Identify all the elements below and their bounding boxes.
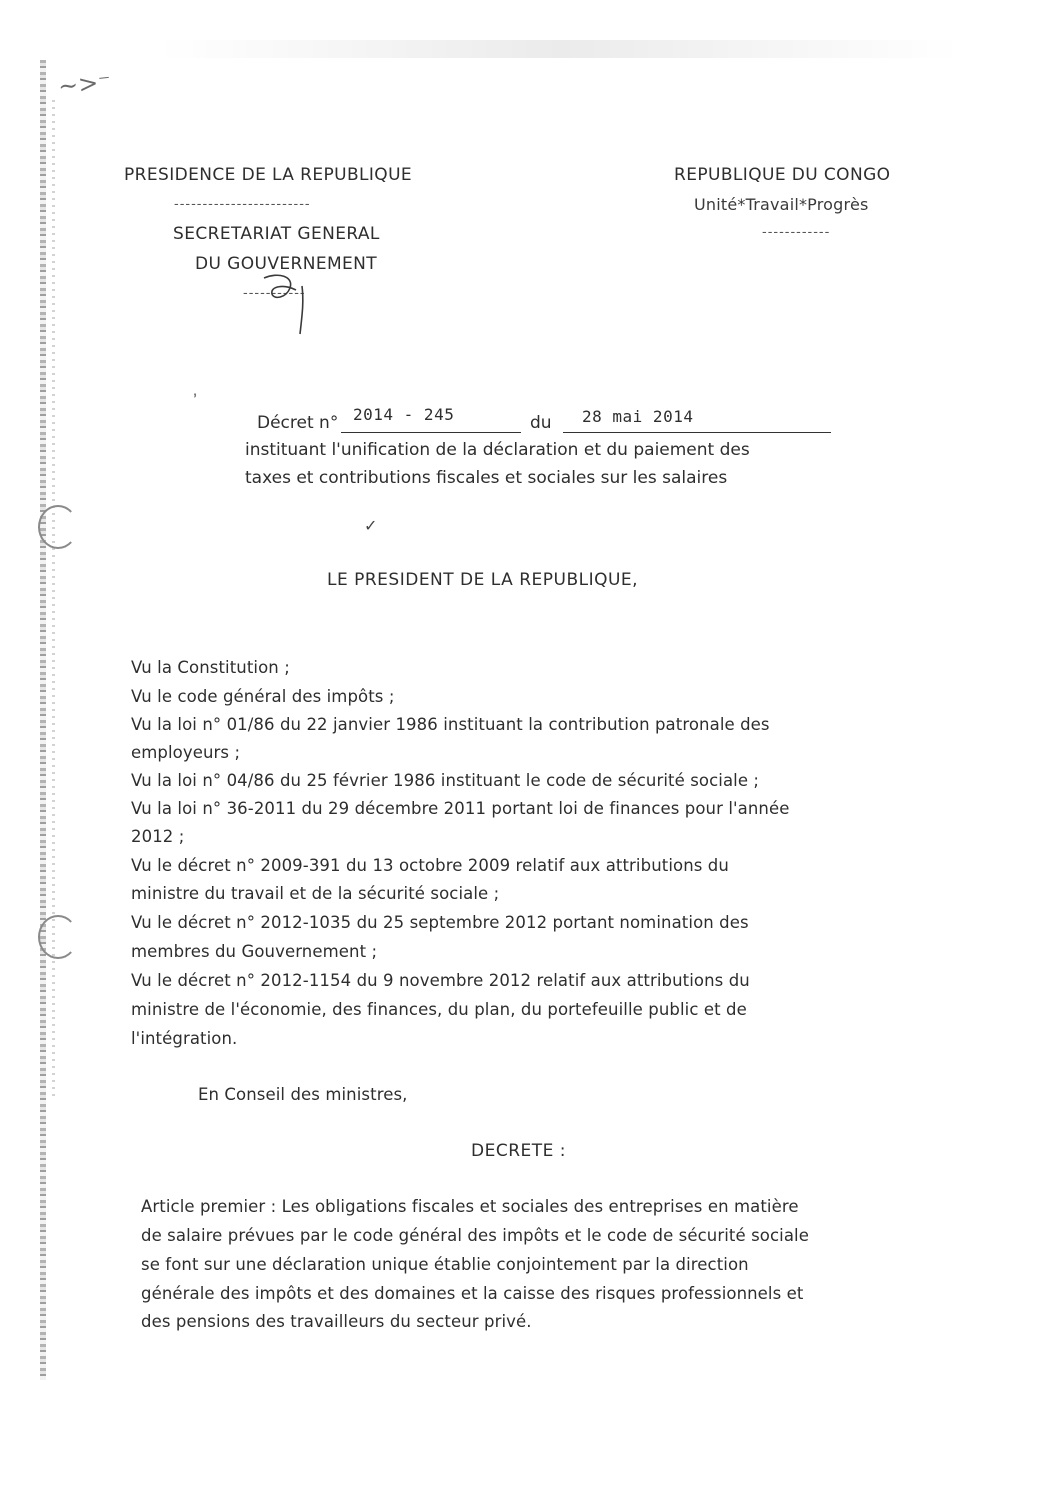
scan-edge-artifact xyxy=(40,60,46,1380)
visa-line: Vu la loi n° 36-2011 du 29 décembre 2011 portant loi de finances pour l'année xyxy=(131,799,790,818)
visa-line: l'intégration. xyxy=(131,1029,238,1048)
president-heading: LE PRESIDENT DE LA REPUBLIQUE, xyxy=(327,570,639,590)
handwritten-mark-icon: ~>⁻ xyxy=(56,67,113,101)
header-separator: ----------- xyxy=(243,286,306,301)
visa-line: Vu le décret n° 2012-1035 du 25 septembre 2012 portant nomination des xyxy=(131,913,749,932)
decree-date-label: du xyxy=(530,413,552,433)
conseil-line: En Conseil des ministres, xyxy=(198,1085,408,1104)
header-separator: ------------------------ xyxy=(174,197,311,212)
article-line: générale des impôts et des domaines et la caisse des risques professionnels et xyxy=(141,1284,804,1303)
decree-date-underline xyxy=(563,432,831,433)
article-line: des pensions des travailleurs du secteur privé. xyxy=(141,1312,532,1331)
decree-title-line: taxes et contributions fiscales et sociales sur les salaires xyxy=(245,468,728,488)
binder-hole-icon xyxy=(38,505,78,549)
visa-line: Vu le code général des impôts ; xyxy=(131,687,395,706)
article-line: se font sur une déclaration unique établie conjointement par la direction xyxy=(141,1255,749,1274)
decree-title-line: instituant l'unification de la déclaration et du paiement des xyxy=(245,440,750,460)
handwritten-initials-icon xyxy=(250,268,320,338)
binder-hole-icon xyxy=(38,915,78,959)
visa-line: Vu la loi n° 04/86 du 25 février 1986 instituant le code de sécurité sociale ; xyxy=(131,771,760,790)
check-mark-icon: ✓ xyxy=(364,516,378,535)
scan-top-artifact xyxy=(160,40,960,58)
decree-number-label: Décret n° xyxy=(257,413,339,433)
visa-line: ministre de l'économie, des finances, du plan, du portefeuille public et de xyxy=(131,1000,747,1019)
visa-line: ministre du travail et de la sécurité sociale ; xyxy=(131,884,500,903)
visa-line: 2012 ; xyxy=(131,827,185,846)
article-line: Article premier : Les obligations fiscales et sociales des entreprises en matière xyxy=(141,1197,799,1216)
decree-number: 2014 - 245 xyxy=(353,405,455,424)
visa-line: Vu le décret n° 2012-1154 du 9 novembre 2012 relatif aux attributions du xyxy=(131,971,750,990)
visa-line: Vu la Constitution ; xyxy=(131,658,290,677)
visa-line: Vu la loi n° 01/86 du 22 janvier 1986 instituant la contribution patronale des xyxy=(131,715,770,734)
decree-number-underline xyxy=(341,432,521,433)
visa-line: Vu le décret n° 2009-391 du 13 octobre 2009 relatif aux attributions du xyxy=(131,856,729,875)
header-separator: ------------ xyxy=(762,225,831,240)
header-republique: REPUBLIQUE DU CONGO xyxy=(674,165,891,185)
header-presidence: PRESIDENCE DE LA REPUBLIQUE xyxy=(124,165,413,185)
header-motto: Unité*Travail*Progrès xyxy=(694,195,869,214)
header-gouvernement: DU GOUVERNEMENT xyxy=(195,254,378,274)
article-line: de salaire prévues par le code général des impôts et le code de sécurité sociale xyxy=(141,1226,809,1245)
visa-line: employeurs ; xyxy=(131,743,241,762)
decrete-heading: DECRETE : xyxy=(471,1141,567,1161)
visa-line: membres du Gouvernement ; xyxy=(131,942,378,961)
header-secretariat: SECRETARIAT GENERAL xyxy=(173,224,380,244)
decree-date: 28 mai 2014 xyxy=(582,407,694,426)
